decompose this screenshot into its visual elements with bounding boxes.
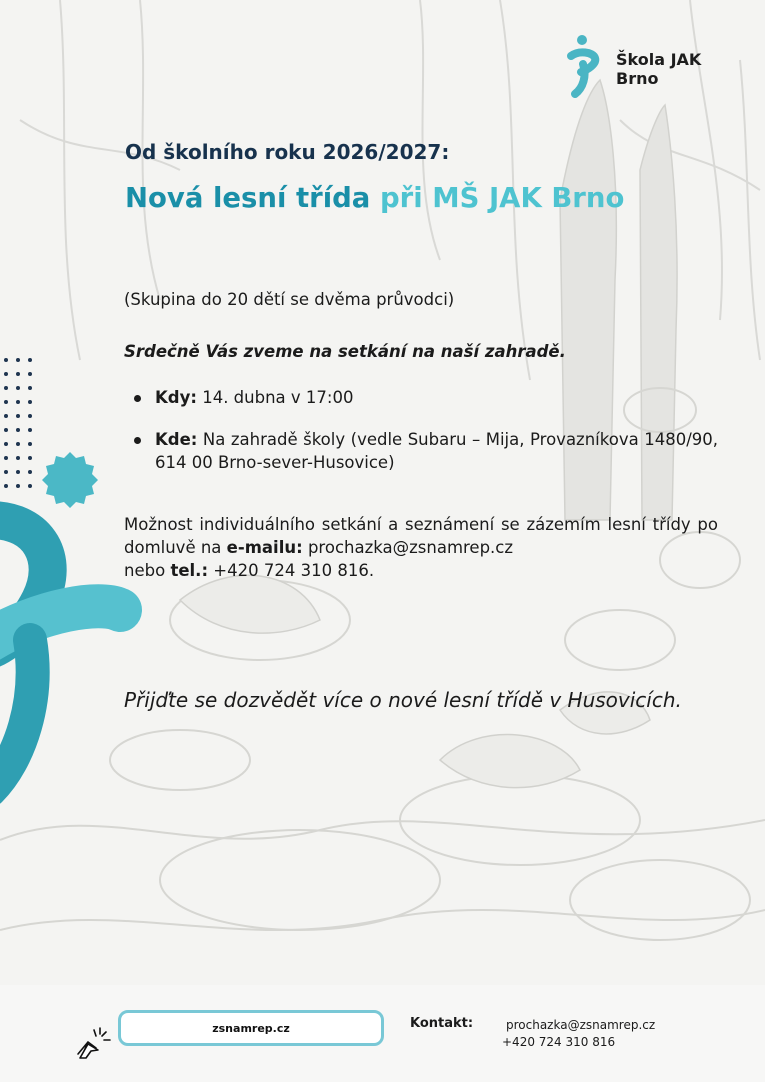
brand-swoosh-decoration: [0, 520, 120, 790]
individual-meeting-paragraph: [124, 513, 718, 582]
school-year-subtitle: Od školního roku 2026/2027:: [125, 140, 450, 164]
scalloped-badge-decoration: [42, 452, 98, 508]
group-size-note: (Skupina do 20 dětí se dvěma průvodci): [124, 290, 455, 309]
footer-phone[interactable]: +420 724 310 816: [502, 1035, 616, 1049]
title-part-2: při MŠ JAK Brno: [379, 182, 625, 214]
website-link[interactable]: [118, 1010, 384, 1046]
where-value: Na zahradě školy (vedle Subaru – Mija, Provazníkova 1480/90, 614 00 Brno-sever-Husovice): [155, 430, 718, 472]
website-text: zsnamrep.cz: [212, 1021, 290, 1035]
contact-text-2: nebo: [124, 561, 171, 580]
invitation-line: Srdečně Vás zveme na setkání na naší zahradě.: [124, 342, 566, 361]
contact-phone-link[interactable]: +420 724 310 816.: [208, 561, 375, 580]
event-details-list: [130, 386, 718, 474]
dot-grid-decoration: [4, 358, 32, 488]
list-item-when: [130, 386, 718, 409]
contact-label: Kontakt:: [410, 1016, 474, 1031]
logo-wordmark: [616, 50, 701, 88]
when-value: 14. dubna v 17:00: [196, 388, 354, 407]
email-label: e-mailu:: [226, 538, 303, 557]
click-cursor-icon: [74, 1020, 114, 1060]
phone-label: tel.:: [170, 561, 209, 580]
footer-email[interactable]: prochazka@zsnamrep.cz: [506, 1018, 656, 1032]
when-label: Kdy:: [155, 388, 197, 407]
contact-text-1: Možnost individuálního setkání a seznámení se zázemím lesní třídy po domluvě na: [124, 515, 718, 557]
logo-line-1: Škola JAK: [616, 50, 702, 69]
page-title: [125, 182, 624, 214]
closing-line: Přijďte se dozvědět více o nové lesní třídě v Husovicích.: [124, 688, 682, 712]
logo-line-2: Brno: [616, 69, 659, 88]
list-item-where: [130, 428, 718, 474]
title-part-1: Nová lesní třída: [125, 182, 371, 214]
where-label: Kde:: [155, 430, 198, 449]
contact-email-link[interactable]: prochazka@zsnamrep.cz: [302, 538, 514, 557]
